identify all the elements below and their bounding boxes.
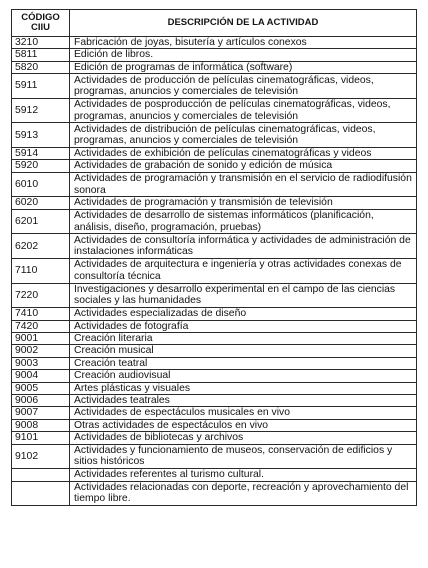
table-row: [12, 345, 417, 357]
row-code: 9002: [12, 345, 70, 357]
row-code: 9001: [12, 333, 70, 345]
header-code-line1: CÓDIGO: [21, 11, 60, 23]
row-description: Actividades de grabación de sonido y edición de música: [70, 160, 417, 172]
row-code: 5820: [12, 61, 70, 73]
row-description: Actividades de posproducción de películas cinematográficas, videos, programas, anuncios y comerciales de televisión: [70, 98, 417, 123]
table-header-row: [12, 10, 417, 37]
table-row: [12, 49, 417, 61]
row-code: 5912: [12, 98, 70, 123]
table-row: [12, 469, 417, 481]
header-code-line2: CIIU: [31, 22, 50, 33]
row-description: Actividades especializadas de diseño: [70, 308, 417, 320]
row-description: Actividades relacionadas con deporte, recreación y aprovechamiento del tiempo libre.: [70, 481, 417, 506]
row-description: Creación literaria: [70, 333, 417, 345]
row-code: 7410: [12, 308, 70, 320]
row-code: 9006: [12, 395, 70, 407]
row-description: Actividades de consultoría informática y actividades de administración de instalaciones informáticas: [70, 234, 417, 259]
table-row: [12, 419, 417, 431]
table-row: [12, 283, 417, 308]
row-description: Actividades de bibliotecas y archivos: [70, 432, 417, 444]
row-code: [12, 469, 70, 481]
table-row: [12, 61, 417, 73]
table-row: [12, 357, 417, 369]
row-description: Edición de programas de informática (software): [70, 61, 417, 73]
table-row: [12, 444, 417, 469]
row-code: 6201: [12, 209, 70, 234]
row-code: 5920: [12, 160, 70, 172]
row-description: Actividades de programación y transmisión en el servicio de radiodifusión sonora: [70, 172, 417, 197]
table-row: [12, 123, 417, 148]
row-code: 5811: [12, 49, 70, 61]
table-row: [12, 74, 417, 99]
table-row: [12, 382, 417, 394]
row-code: 7110: [12, 259, 70, 284]
table-row: [12, 308, 417, 320]
row-code: 7220: [12, 283, 70, 308]
ciiu-activities-table: [11, 9, 417, 506]
table-row: [12, 148, 417, 160]
row-code: 9005: [12, 382, 70, 394]
row-code: 6202: [12, 234, 70, 259]
row-description: Edición de libros.: [70, 49, 417, 61]
table-row: [12, 432, 417, 444]
header-code: [12, 10, 70, 37]
row-code: 5913: [12, 123, 70, 148]
table-row: [12, 209, 417, 234]
row-code: 9003: [12, 357, 70, 369]
row-code: 9102: [12, 444, 70, 469]
table-row: [12, 98, 417, 123]
row-description: Fabricación de joyas, bisutería y artículos conexos: [70, 37, 417, 49]
table-row: [12, 395, 417, 407]
row-code: 9007: [12, 407, 70, 419]
row-description: Creación teatral: [70, 357, 417, 369]
table-row: [12, 172, 417, 197]
table-row: [12, 370, 417, 382]
row-code: 7420: [12, 320, 70, 332]
table-row: [12, 259, 417, 284]
table-row: [12, 333, 417, 345]
row-description: Otras actividades de espectáculos en vivo: [70, 419, 417, 431]
table-row: [12, 481, 417, 506]
row-description: Actividades teatrales: [70, 395, 417, 407]
row-code: 5914: [12, 148, 70, 160]
row-code: 9101: [12, 432, 70, 444]
row-description: Investigaciones y desarrollo experimental en el campo de las ciencias sociales y las humanidades: [70, 283, 417, 308]
row-description: Actividades de espectáculos musicales en vivo: [70, 407, 417, 419]
table-row: [12, 197, 417, 209]
row-description: Actividades de fotografía: [70, 320, 417, 332]
table-row: [12, 407, 417, 419]
row-description: Creación audiovisual: [70, 370, 417, 382]
row-code: 6020: [12, 197, 70, 209]
row-description: Actividades de distribución de películas cinematográficas, videos, programas, anuncios y comerciales de televisión: [70, 123, 417, 148]
table-row: [12, 160, 417, 172]
table-row: [12, 234, 417, 259]
table-body: [12, 37, 417, 506]
row-code: 6010: [12, 172, 70, 197]
row-code: 5911: [12, 74, 70, 99]
header-description: DESCRIPCIÓN DE LA ACTIVIDAD: [70, 10, 417, 37]
row-code: 9008: [12, 419, 70, 431]
row-code: [12, 481, 70, 506]
table-row: [12, 37, 417, 49]
ciiu-table-container: [11, 9, 416, 506]
row-description: Actividades de arquitectura e ingeniería y otras actividades conexas de consultoría técnica: [70, 259, 417, 284]
row-description: Actividades de exhibición de películas cinematográficas y videos: [70, 148, 417, 160]
row-description: Actividades referentes al turismo cultural.: [70, 469, 417, 481]
row-description: Actividades de producción de películas cinematográficas, videos, programas, anuncios y comerciales de televisión: [70, 74, 417, 99]
row-description: Actividades y funcionamiento de museos, conservación de edificios y sitios históricos: [70, 444, 417, 469]
row-description: Actividades de desarrollo de sistemas informáticos (planificación, análisis, diseño, programación, pruebas): [70, 209, 417, 234]
row-code: 3210: [12, 37, 70, 49]
row-code: 9004: [12, 370, 70, 382]
row-description: Actividades de programación y transmisión de televisión: [70, 197, 417, 209]
row-description: Creación musical: [70, 345, 417, 357]
row-description: Artes plásticas y visuales: [70, 382, 417, 394]
table-row: [12, 320, 417, 332]
